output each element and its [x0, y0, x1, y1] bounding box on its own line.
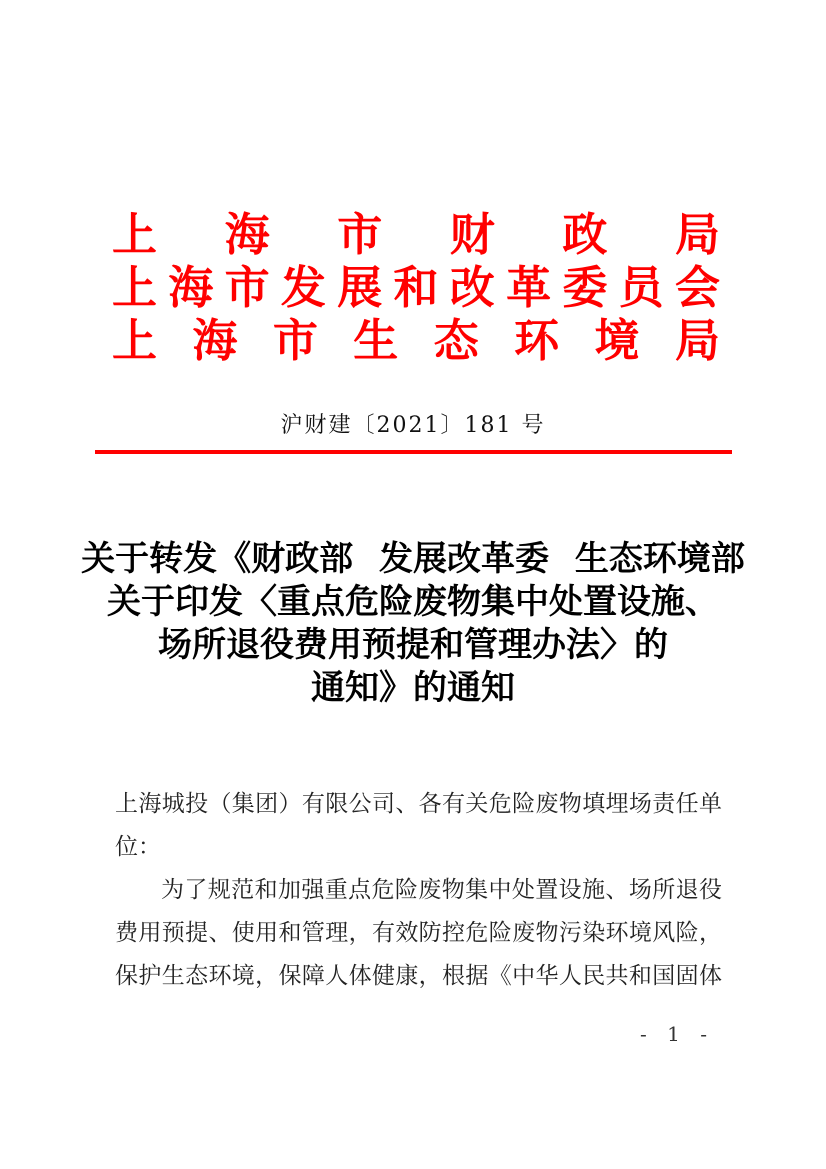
org-name-char: 海	[168, 261, 214, 314]
org-name-char: 员	[618, 261, 664, 314]
org-name-line-ecology-environment-bureau	[112, 314, 720, 367]
document-title	[60, 538, 766, 710]
org-name-char: 境	[594, 314, 640, 367]
salutation-line: 位：	[115, 834, 161, 860]
org-name-char: 海	[224, 208, 270, 261]
title-line: 关于转发《财政部 发展改革委 生态环境部	[81, 539, 745, 579]
salutation-line: 上海城投（集团）有限公司、各有关危险废物填埋场责任单	[115, 791, 722, 817]
org-name-char: 态	[433, 314, 479, 367]
org-name-char: 政	[562, 208, 608, 261]
org-name-char: 环	[514, 314, 560, 367]
org-name-char: 上	[112, 208, 158, 261]
org-name-char: 财	[449, 208, 495, 261]
letterhead	[112, 208, 720, 367]
org-name-line-finance-bureau	[112, 208, 720, 261]
org-name-char: 市	[337, 208, 383, 261]
org-name-char: 上	[112, 261, 158, 314]
org-name-char: 展	[337, 261, 383, 314]
doc-reference-number: 沪财建〔2021〕181 号	[280, 413, 546, 438]
org-name-char: 和	[393, 261, 439, 314]
title-line: 关于印发〈重点危险废物集中处置设施、	[107, 582, 719, 622]
org-name-char: 海	[192, 314, 238, 367]
red-divider-line	[95, 450, 732, 454]
paragraph-line: 为了规范和加强重点危险废物集中处置设施、场所退役	[161, 877, 722, 903]
org-name-char: 市	[224, 261, 270, 314]
org-name-char: 局	[674, 314, 720, 367]
org-name-char: 革	[506, 261, 552, 314]
org-name-char: 改	[449, 261, 495, 314]
org-name-char: 委	[562, 261, 608, 314]
paragraph-line: 保护生态环境，保障人体健康，根据《中华人民共和国固体	[115, 963, 722, 989]
org-name-char: 上	[112, 314, 158, 367]
org-name-char: 会	[674, 261, 720, 314]
org-name-char: 市	[272, 314, 318, 367]
title-line: 场所退役费用预提和管理办法〉的	[158, 625, 668, 665]
paragraph-line: 费用预提、使用和管理，有效防控危险废物污染环境风险，	[115, 920, 722, 946]
title-line: 通知》的通知	[311, 668, 515, 708]
org-name-char: 生	[353, 314, 399, 367]
org-name-char: 局	[674, 208, 720, 261]
org-name-char: 发	[280, 261, 326, 314]
body-text	[115, 783, 722, 998]
org-name-line-development-reform-commission	[112, 261, 720, 314]
page-number: - 1 -	[640, 1022, 714, 1046]
